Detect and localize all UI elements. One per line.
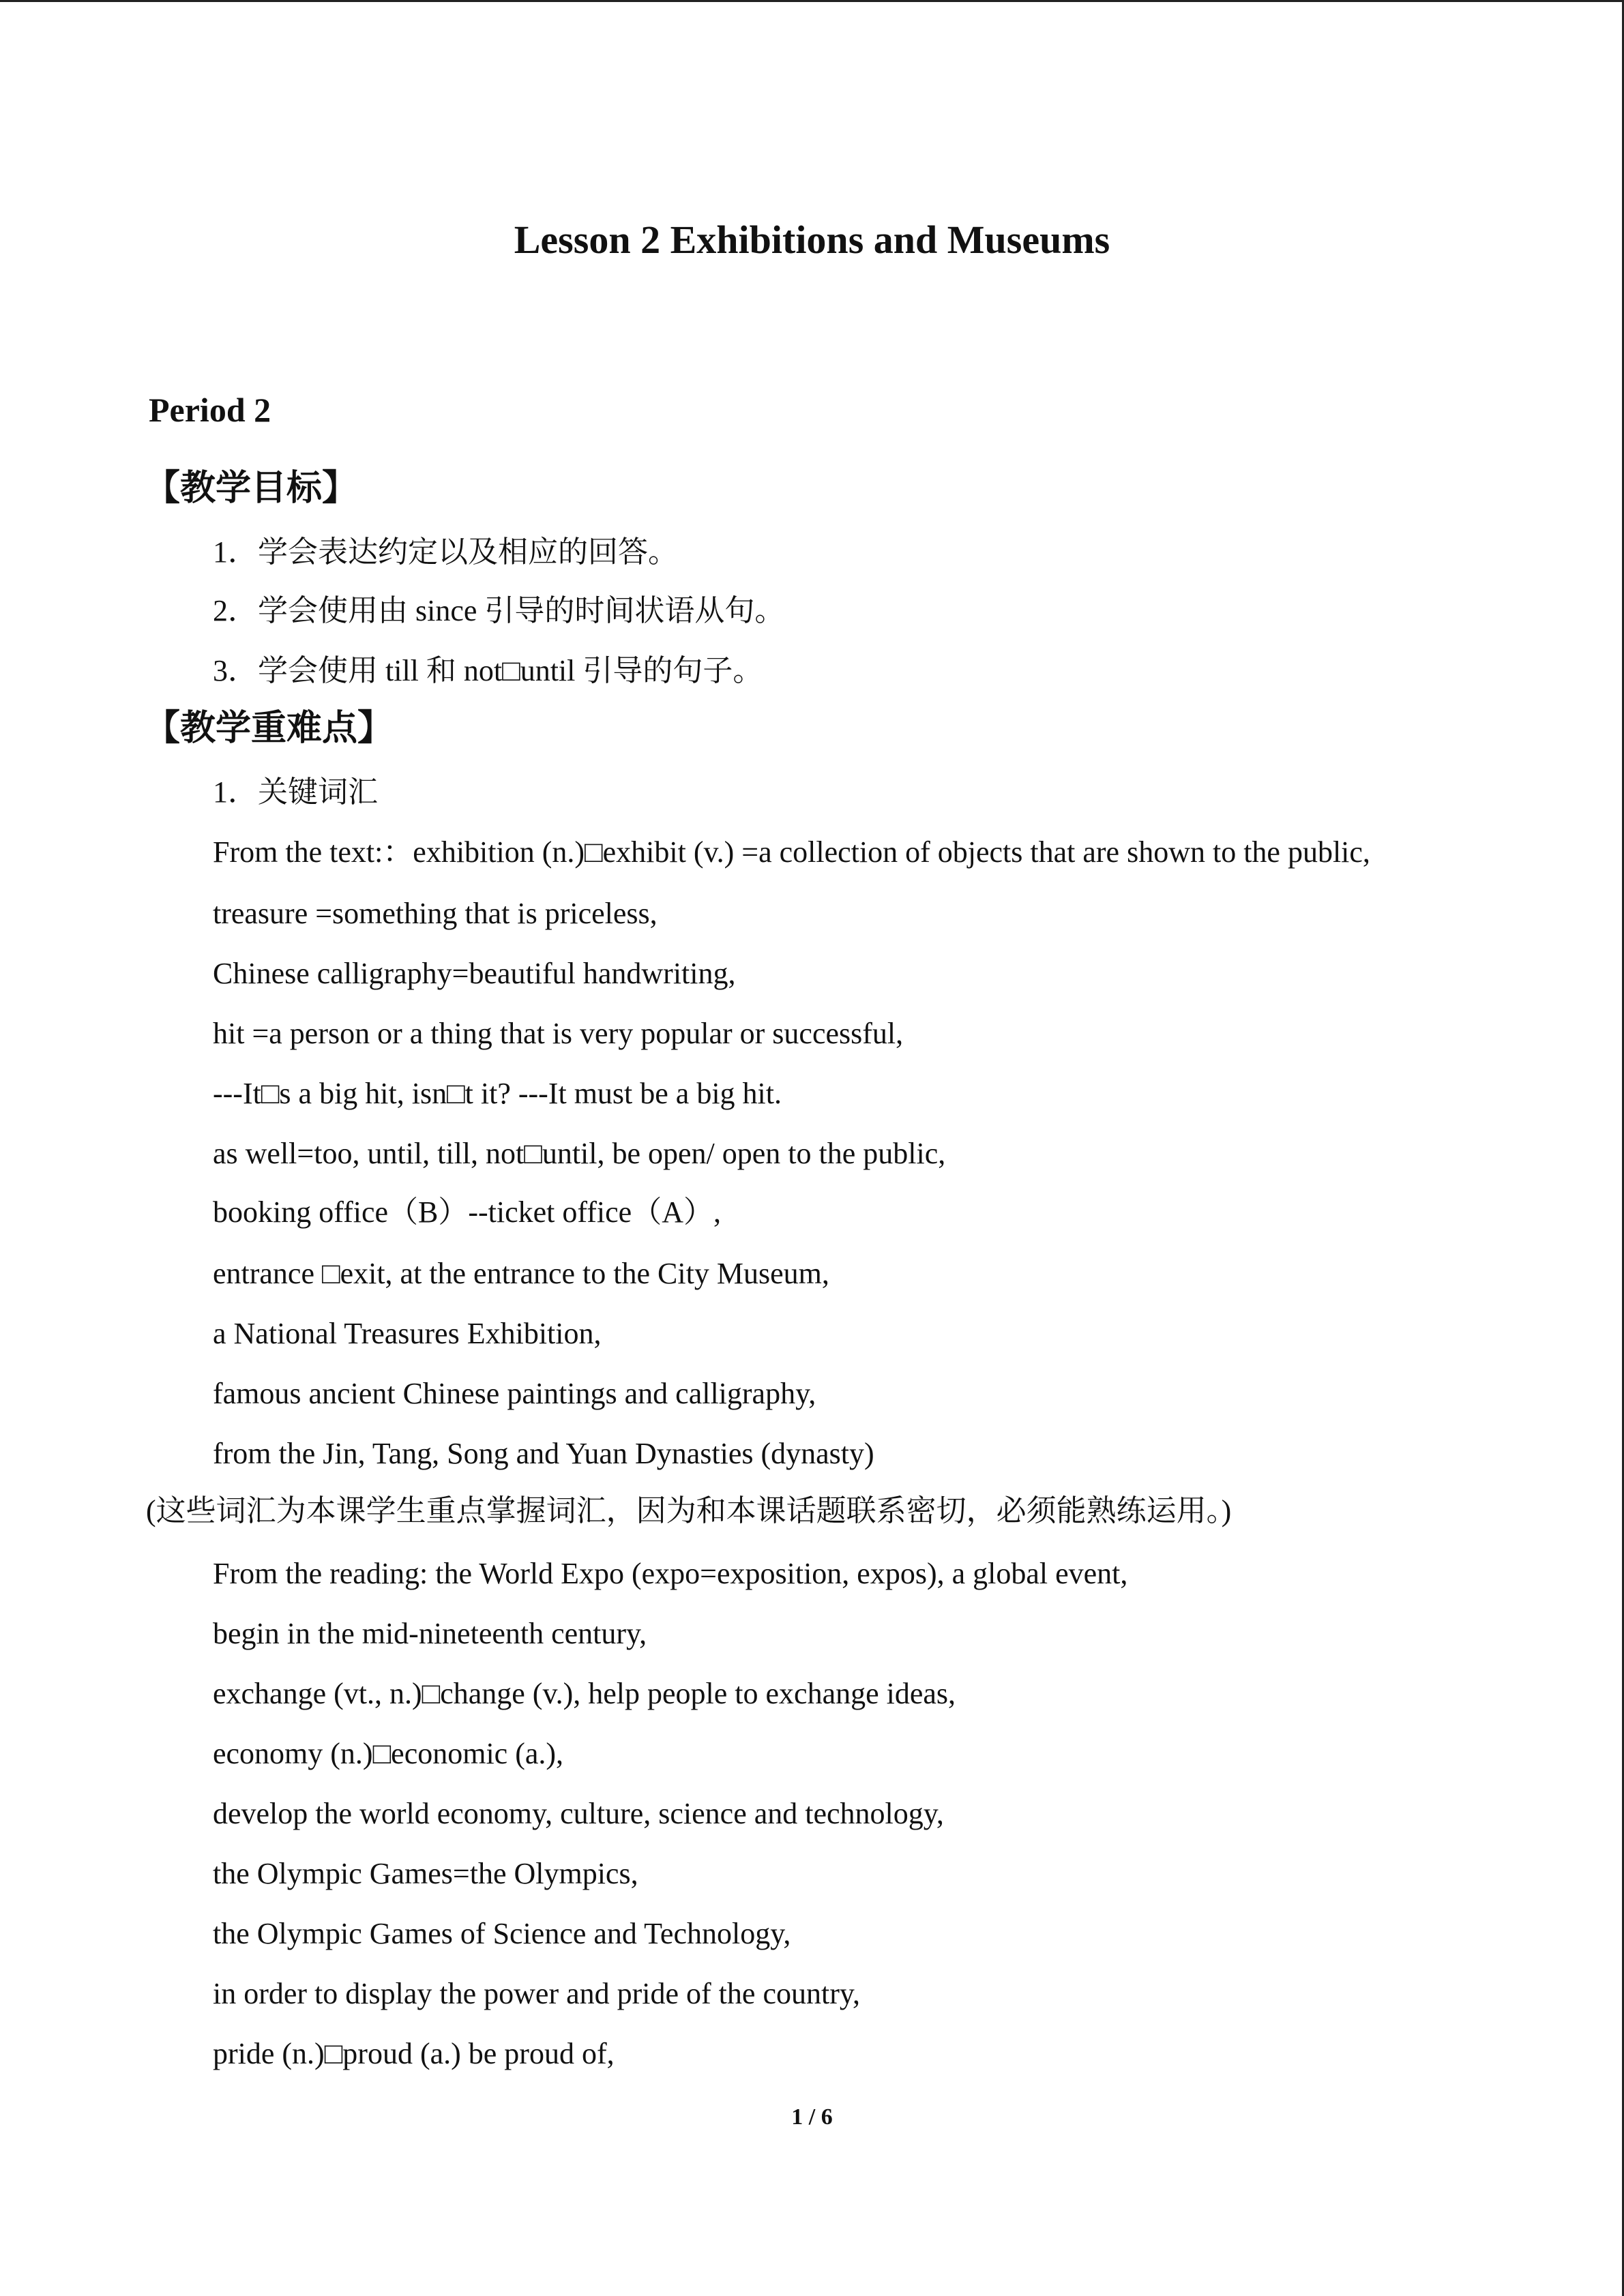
text-vocab-line: entrance □exit, at the entrance to the City Museum, (213, 1257, 829, 1290)
reading-vocab-line: exchange (vt., n.)□change (v.), help people to exchange ideas, (213, 1677, 956, 1710)
objective-item: 1．学会表达约定以及相应的回答。 (213, 535, 678, 569)
reading-vocab-line: pride (n.)□proud (a.) be proud of, (213, 2037, 615, 2070)
text-vocab-line: famous ancient Chinese paintings and calligraphy, (213, 1377, 816, 1410)
text-vocab-line: hit =a person or a thing that is very popular or successful, (213, 1017, 904, 1050)
reading-vocab-line: economy (n.)□economic (a.), (213, 1737, 564, 1770)
reading-vocab-line: in order to display the power and pride of the country, (213, 1977, 860, 2010)
objectives-heading: 【教学目标】 (145, 468, 358, 509)
page-number: 1 / 6 (791, 2104, 833, 2130)
text-vocab-line: booking office（B）--ticket office（A）, (213, 1195, 721, 1229)
reading-vocab-line: develop the world economy, culture, science and technology, (213, 1797, 944, 1830)
key-points-heading: 【教学重难点】 (145, 708, 394, 749)
reading-vocab-line: the Olympic Games=the Olympics, (213, 1857, 638, 1890)
text-vocab-line: From the text:：exhibition (n.)□exhibit (v.) =a collection of objects that are shown to the public, (213, 835, 1370, 869)
text-vocab-line: ---It□s a big hit, isn□t it? ---It must be a big hit. (213, 1077, 782, 1110)
reading-vocab-line: From the reading: the World Expo (expo=exposition, expos), a global event, (213, 1557, 1128, 1590)
period-heading: Period 2 (149, 391, 271, 429)
objective-item: 2．学会使用由 since 引导的时间状语从句。 (213, 594, 785, 627)
text-vocab-line: from the Jin, Tang, Song and Yuan Dynasties (dynasty) (213, 1437, 874, 1470)
text-vocab-line: treasure =something that is priceless, (213, 897, 658, 930)
vocab-note: (这些词汇为本课学生重点掌握词汇，因为和本课话题联系密切，必须能熟练运用。) (146, 1494, 1232, 1527)
reading-vocab-line: the Olympic Games of Science and Technology, (213, 1917, 791, 1950)
key-vocab-subheading: 1．关键词汇 (213, 775, 378, 809)
reading-vocab-line: begin in the mid-nineteenth century, (213, 1617, 647, 1650)
text-vocab-line: Chinese calligraphy=beautiful handwriting, (213, 957, 736, 990)
text-vocab-line: as well=too, until, till, not□until, be open/ open to the public, (213, 1137, 946, 1170)
text-vocab-line: a National Treasures Exhibition, (213, 1317, 602, 1350)
document-title: Lesson 2 Exhibitions and Museums (514, 218, 1110, 262)
objective-item: 3．学会使用 till 和 not□until 引导的句子。 (213, 654, 763, 687)
